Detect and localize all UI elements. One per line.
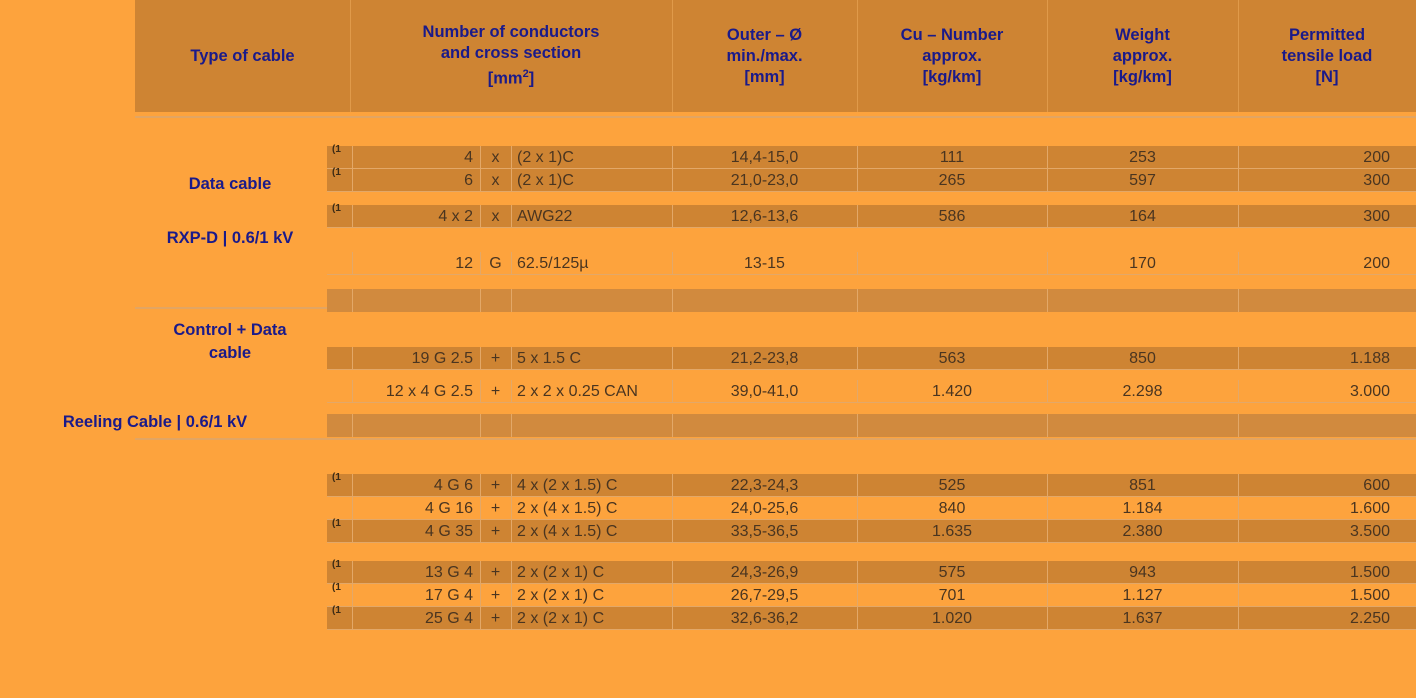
cell-tensile-load: 2.250 <box>1349 610 1390 627</box>
cell-divider <box>857 289 858 312</box>
cell-conductors-section: 2 x (4 x 1.5) C <box>517 523 618 540</box>
cell-outer-diameter: 32,6-36,2 <box>730 610 799 627</box>
cell-operator: + <box>490 523 501 540</box>
cell-divider <box>511 497 512 520</box>
cell-divider <box>511 584 512 607</box>
header-outer <box>672 0 857 112</box>
header-tensile <box>1238 0 1416 112</box>
cell-outer-diameter: 24,3-26,9 <box>730 564 799 581</box>
footnote-marker: (1 <box>332 518 341 529</box>
cell-weight: 597 <box>1129 172 1156 189</box>
cell-tensile-load: 600 <box>1363 477 1390 494</box>
header-conductors <box>350 0 672 112</box>
cell-outer-diameter: 26,7-29,5 <box>730 587 799 604</box>
cell-tensile-load: 3.000 <box>1349 383 1390 400</box>
cell-conductors-section: 4 x (2 x 1.5) C <box>517 477 618 494</box>
cell-conductors-count: 4 G 6 <box>433 477 473 494</box>
cell-divider <box>511 252 512 275</box>
section-rule <box>135 438 1416 440</box>
cell-conductors-section: 2 x (2 x 1) C <box>517 610 605 627</box>
cell-conductors-count: 17 G 4 <box>424 587 473 604</box>
cell-tensile-load: 1.188 <box>1349 350 1390 367</box>
cell-weight: 851 <box>1129 477 1156 494</box>
cell-divider <box>480 289 481 312</box>
header-conductors-line1: Number of conductors <box>422 23 600 42</box>
cell-tensile-load: 200 <box>1363 149 1390 166</box>
cell-divider <box>511 289 512 312</box>
cell-divider <box>672 289 673 312</box>
cell-conductors-count: 12 <box>455 255 473 272</box>
cell-operator: + <box>490 587 501 604</box>
cell-cu-number <box>857 252 1047 275</box>
header-cu-line1: Cu – Number <box>900 25 1004 44</box>
cell-operator: + <box>490 477 501 494</box>
cell-divider <box>511 205 512 228</box>
header-type <box>135 0 350 112</box>
header-weight-line3: [kg/km] <box>1113 67 1172 86</box>
cell-weight: 943 <box>1129 564 1156 581</box>
cell-cu-number: 701 <box>938 587 966 604</box>
cell-conductors-count: 4 <box>464 149 473 166</box>
cell-outer-diameter: 21,0-23,0 <box>730 172 799 189</box>
footnote-marker: (1 <box>332 167 341 178</box>
cell-cu-number: 563 <box>938 350 966 367</box>
header-tensile-line1: Permitted <box>1288 25 1366 44</box>
header-outer-line3: [mm] <box>744 67 785 86</box>
cell-cu-number: 575 <box>938 564 966 581</box>
cell-outer-diameter: 13-15 <box>744 255 785 272</box>
cell-operator: G <box>489 255 502 272</box>
cell-divider <box>672 414 673 437</box>
cell-conductors-section: (2 x 1)C <box>517 172 574 189</box>
cell-cu-number: 1.635 <box>931 523 973 540</box>
cell-conductors-count: 19 G 2.5 <box>411 350 473 367</box>
header-weight <box>1047 0 1238 112</box>
label-control-1: Control + Data <box>173 321 287 339</box>
footnote-marker: (1 <box>332 605 341 616</box>
cell-weight: 1.184 <box>1122 500 1163 517</box>
header-tensile-line2: tensile load <box>1281 46 1373 65</box>
cell-conductors-count: 4 G 16 <box>424 500 473 517</box>
cell-conductors-section: 2 x (2 x 1) C <box>517 587 605 604</box>
cell-weight: 2.380 <box>1122 523 1163 540</box>
cell-weight: 253 <box>1129 149 1156 166</box>
cell-cu-number: 840 <box>938 500 966 517</box>
cell-outer-diameter: 39,0-41,0 <box>730 383 799 400</box>
cell-divider <box>352 414 353 437</box>
header-type-label: Type of cable <box>190 46 295 65</box>
cell-divider <box>511 414 512 437</box>
cell-tensile-load: 3.500 <box>1349 523 1390 540</box>
cell-conductors-section: 2 x (2 x 1) C <box>517 564 605 581</box>
cell-outer-diameter: 33,5-36,5 <box>730 523 799 540</box>
cell-divider <box>857 414 858 437</box>
cell-cu-number: 1.420 <box>931 383 973 400</box>
cell-divider <box>511 146 512 169</box>
cell-divider <box>1047 289 1048 312</box>
header-cu-line3: [kg/km] <box>922 67 982 86</box>
cell-operator: x <box>491 149 500 166</box>
header-conductors-line2: and cross section <box>440 44 582 63</box>
cell-divider <box>352 289 353 312</box>
cell-divider <box>1238 414 1239 437</box>
header-outer-line2: min./max. <box>726 46 803 65</box>
header-conductors-line3: $[mm^2]$ <box>487 68 535 88</box>
footnote-marker: (1 <box>332 582 341 593</box>
section-rule <box>135 116 1416 118</box>
cell-cu-number: 1.020 <box>931 610 973 627</box>
cell-weight: 2.298 <box>1122 383 1163 400</box>
cell-conductors-count: 6 <box>464 172 473 189</box>
cell-conductors-count: 4 x 2 <box>438 208 473 225</box>
cell-conductors-count: 13 G 4 <box>424 564 473 581</box>
label-data-cable: Data cable <box>188 175 272 193</box>
cell-cu-number: 111 <box>939 149 965 166</box>
header-tensile-line3: [N] <box>1315 67 1339 86</box>
header-weight-line1: Weight <box>1115 25 1170 44</box>
cell-divider <box>511 607 512 630</box>
cell-cu-number: 586 <box>938 208 966 225</box>
footnote-marker: (1 <box>332 144 341 155</box>
label-rxp: RXP-D | 0.6/1 kV <box>166 229 294 247</box>
blank-row <box>327 289 1416 312</box>
header-outer-line1: Outer – Ø <box>726 25 803 44</box>
cell-divider <box>511 169 512 192</box>
cell-tensile-load: 1.600 <box>1349 500 1390 517</box>
cell-divider <box>511 380 512 403</box>
cell-operator: + <box>490 564 501 581</box>
header-cu <box>857 0 1047 112</box>
cell-operator: + <box>490 500 501 517</box>
cell-tensile-load: 300 <box>1363 208 1390 225</box>
header-cu-line2: approx. <box>922 46 982 65</box>
cell-tensile-load: 200 <box>1363 255 1390 272</box>
label-control-2: cable <box>208 344 252 362</box>
footnote-marker: (1 <box>332 472 341 483</box>
cell-weight: 850 <box>1129 350 1156 367</box>
cell-outer-diameter: 21,2-23,8 <box>730 350 799 367</box>
cell-weight: 164 <box>1129 208 1156 225</box>
cell-operator: + <box>490 383 501 400</box>
cell-cu-number: 525 <box>938 477 966 494</box>
label-reeling: Reeling Cable | 0.6/1 kV <box>62 413 248 431</box>
cell-cu-number: 265 <box>938 172 966 189</box>
cell-conductors-section: AWG22 <box>517 208 573 225</box>
cell-operator: x <box>491 172 500 189</box>
cell-outer-diameter: 14,4-15,0 <box>730 149 799 166</box>
cell-outer-diameter: 24,0-25,6 <box>730 500 799 517</box>
cell-outer-diameter: 12,6-13,6 <box>730 208 799 225</box>
header-weight-line2: approx. <box>1112 46 1173 65</box>
cell-conductors-section: 2 x (4 x 1.5) C <box>517 500 618 517</box>
cell-conductors-section: 62.5/125µ <box>517 255 589 272</box>
cell-tensile-load: 1.500 <box>1349 564 1390 581</box>
footnote-marker: (1 <box>332 203 341 214</box>
cell-operator: + <box>490 350 501 367</box>
cell-divider <box>511 561 512 584</box>
cell-tensile-load: 1.500 <box>1349 587 1390 604</box>
cell-conductors-count: 12 x 4 G 2.5 <box>385 383 473 400</box>
cell-weight: 1.637 <box>1122 610 1163 627</box>
cell-outer-diameter: 22,3-24,3 <box>730 477 799 494</box>
cell-conductors-section: (2 x 1)C <box>517 149 574 166</box>
cell-weight: 170 <box>1129 255 1156 272</box>
cell-divider <box>1238 289 1239 312</box>
cell-tensile-load: 300 <box>1363 172 1390 189</box>
cell-divider <box>511 347 512 370</box>
cell-weight: 1.127 <box>1122 587 1163 604</box>
cell-divider <box>511 474 512 497</box>
cell-conductors-count: 25 G 4 <box>424 610 473 627</box>
cell-operator: x <box>491 208 500 225</box>
cell-operator: + <box>490 610 501 627</box>
footnote-marker: (1 <box>332 559 341 570</box>
cell-conductors-count: 4 G 35 <box>424 523 473 540</box>
cell-conductors-section: 2 x 2 x 0.25 CAN <box>517 383 638 400</box>
cell-conductors-section: 5 x 1.5 C <box>517 350 582 367</box>
cell-divider <box>480 414 481 437</box>
blank-row <box>327 414 1416 437</box>
cell-divider <box>511 520 512 543</box>
cell-divider <box>1047 414 1048 437</box>
